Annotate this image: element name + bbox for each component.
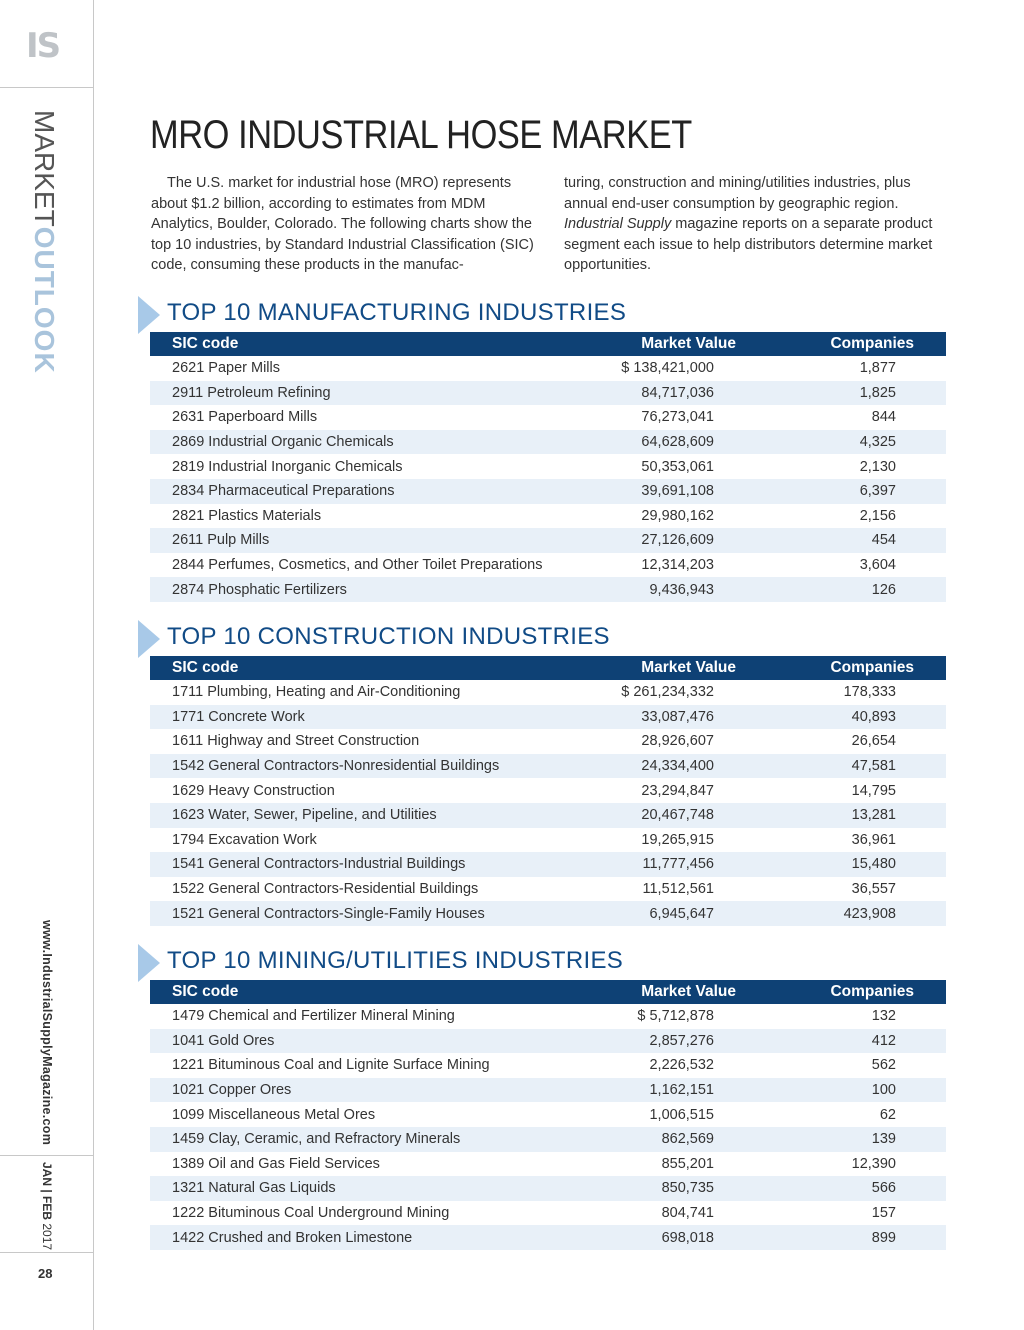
market-value-cell: 24,334,400 [641, 758, 714, 775]
market-value-cell: 11,777,456 [642, 856, 714, 873]
market-value-cell: 27,126,609 [641, 532, 714, 549]
industry-cell: 2834 Pharmaceutical Preparations [172, 483, 395, 500]
industry-cell: 2869 Industrial Organic Chemicals [172, 434, 394, 451]
industry-cell: 1794 Excavation Work [172, 831, 317, 848]
market-value-cell: 19,265,915 [641, 831, 714, 848]
intro-text-b: magazine reports on a separate product segment each issue to help distributors determine market opportunities. [564, 216, 933, 273]
table-row [150, 1225, 946, 1250]
market-value-cell: 12,314,203 [641, 557, 714, 574]
industry-cell: 1771 Concrete Work [172, 708, 305, 725]
table-row [150, 1102, 946, 1127]
companies-cell: 844 [871, 409, 896, 426]
table-row [150, 1004, 946, 1029]
section-header [138, 944, 948, 984]
table-row [150, 828, 946, 853]
magazine-name: Industrial Supply [564, 216, 672, 232]
companies-cell: 62 [879, 1106, 896, 1123]
section-label [28, 110, 60, 374]
section-title: TOP 10 MANUFACTURING INDUSTRIES [167, 299, 627, 326]
industry-cell: 1221 Bituminous Coal and Lignite Surface Mining [172, 1057, 490, 1074]
industry-cell: 2611 Pulp Mills [172, 532, 270, 549]
market-value-cell: 50,353,061 [641, 458, 714, 475]
table-row [150, 356, 946, 381]
companies-cell: 2,130 [859, 458, 896, 475]
market-value-cell: 84,717,036 [641, 384, 714, 401]
market-value-cell: 29,980,162 [641, 507, 714, 524]
table-row [150, 705, 946, 730]
market-value-cell: 6,945,647 [649, 905, 714, 922]
table-row [150, 729, 946, 754]
market-value-cell: 1,162,151 [649, 1082, 714, 1099]
companies-cell: 47,581 [851, 758, 896, 775]
companies-cell: 4,325 [859, 434, 896, 451]
arrow-icon [138, 296, 160, 334]
industry-cell: 1521 General Contractors-Single-Family Houses [172, 905, 485, 922]
companies-cell: 412 [871, 1032, 896, 1049]
issue-year: 2017 [40, 1223, 54, 1251]
table-row [150, 1176, 946, 1201]
article-title: MRO INDUSTRIAL HOSE MARKET [150, 113, 692, 157]
arrow-icon [138, 620, 160, 658]
intro-column-2 [564, 173, 954, 276]
industry-section [138, 620, 948, 926]
industry-section [138, 944, 948, 1250]
industry-cell: 1623 Water, Sewer, Pipeline, and Utilities [172, 807, 437, 824]
industry-cell: 1711 Plumbing, Heating and Air-Conditioning [172, 684, 461, 701]
table-row [150, 877, 946, 902]
market-value-cell: 11,512,561 [642, 881, 714, 898]
industry-cell: 1422 Crushed and Broken Limestone [172, 1229, 413, 1246]
intro-text-a: turing, construction and mining/utilities industries, plus annual end-user consumption by geographic region. [564, 175, 911, 212]
market-value-cell: 76,273,041 [641, 409, 714, 426]
market-value-cell: $ 138,421,000 [621, 360, 714, 377]
companies-cell: 13,281 [851, 807, 896, 824]
sic-code-header: SIC code [172, 659, 239, 676]
companies-cell: 100 [871, 1082, 896, 1099]
rail-divider [0, 87, 93, 88]
table-row [150, 1029, 946, 1054]
rail-divider [0, 1252, 93, 1253]
section-title: TOP 10 MINING/UTILITIES INDUSTRIES [167, 947, 624, 974]
market-value-cell: 9,436,943 [649, 581, 714, 598]
companies-cell: 423,908 [843, 905, 896, 922]
table-row [150, 405, 946, 430]
companies-cell: 40,893 [851, 708, 896, 725]
table-row [150, 504, 946, 529]
companies-header: Companies [830, 659, 914, 676]
companies-cell: 36,961 [851, 831, 896, 848]
companies-cell: 454 [871, 532, 896, 549]
industry-cell: 1321 Natural Gas Liquids [172, 1180, 336, 1197]
companies-cell: 562 [871, 1057, 896, 1074]
companies-cell: 14,795 [851, 782, 896, 799]
table-row [150, 454, 946, 479]
companies-cell: 126 [871, 581, 896, 598]
market-value-cell: 855,201 [661, 1155, 714, 1172]
industry-cell: 1099 Miscellaneous Metal Ores [172, 1106, 376, 1123]
left-rail [0, 0, 94, 1330]
table-row [150, 754, 946, 779]
market-value-cell: 804,741 [661, 1205, 714, 1222]
market-value-cell: $ 5,712,878 [637, 1008, 714, 1025]
market-value-cell: 698,018 [661, 1229, 714, 1246]
table-row [150, 528, 946, 553]
companies-header: Companies [830, 983, 914, 1000]
market-value-header: Market Value [641, 659, 736, 676]
table-row [150, 577, 946, 602]
industry-cell: 1459 Clay, Ceramic, and Refractory Minerals [172, 1131, 461, 1148]
table-row [150, 1127, 946, 1152]
industry-table [150, 656, 946, 926]
companies-cell: 566 [871, 1180, 896, 1197]
industry-cell: 2821 Plastics Materials [172, 507, 322, 524]
section-title: TOP 10 CONSTRUCTION INDUSTRIES [167, 623, 610, 650]
market-value-cell: 1,006,515 [649, 1106, 714, 1123]
industry-cell: 2621 Paper Mills [172, 360, 280, 377]
industry-table [150, 980, 946, 1250]
section-label-light: MARKET [29, 110, 60, 227]
industry-section [138, 296, 948, 602]
industry-cell: 1541 General Contractors-Industrial Buildings [172, 856, 466, 873]
industry-cell: 1222 Bituminous Coal Underground Mining [172, 1205, 450, 1222]
table-row [150, 1201, 946, 1226]
intro-column-1: The U.S. market for industrial hose (MRO) represents about $1.2 billion, according to estimates from MDM Analytics, Boulder, Colorado. The following charts show the top 10 industries, by Standard Industrial Classification (SIC) code, consuming these products in the manufac- [151, 175, 534, 273]
companies-cell: 178,333 [843, 684, 896, 701]
table-row [150, 680, 946, 705]
table-row [150, 1152, 946, 1177]
website-url: www.IndustrialSupplyMagazine.com [40, 920, 54, 1146]
companies-cell: 1,877 [859, 360, 896, 377]
industry-cell: 1522 General Contractors-Residential Buildings [172, 881, 479, 898]
market-value-cell: 39,691,108 [641, 483, 714, 500]
industry-cell: 2874 Phosphatic Fertilizers [172, 581, 347, 598]
industry-cell: 1611 Highway and Street Construction [172, 733, 420, 750]
companies-cell: 132 [871, 1008, 896, 1025]
market-value-cell: 2,857,276 [649, 1032, 714, 1049]
section-header [138, 296, 948, 336]
market-value-cell: 850,735 [661, 1180, 714, 1197]
table-row [150, 778, 946, 803]
companies-cell: 15,480 [851, 856, 896, 873]
market-value-header: Market Value [641, 335, 736, 352]
table-row [150, 430, 946, 455]
industry-cell: 1389 Oil and Gas Field Services [172, 1155, 380, 1172]
arrow-icon [138, 944, 160, 982]
table-row [150, 553, 946, 578]
table-row [150, 381, 946, 406]
market-value-cell: 33,087,476 [641, 708, 714, 725]
companies-cell: 1,825 [859, 384, 896, 401]
market-value-cell: 862,569 [661, 1131, 714, 1148]
issue-date [40, 1162, 54, 1250]
issue-months: JAN | FEB [40, 1162, 54, 1221]
industry-cell: 2631 Paperboard Mills [172, 409, 318, 426]
sic-code-header: SIC code [172, 335, 239, 352]
companies-cell: 2,156 [859, 507, 896, 524]
page-number: 28 [38, 1266, 53, 1281]
section-header [138, 620, 948, 660]
table-row [150, 1078, 946, 1103]
industry-cell: 2819 Industrial Inorganic Chemicals [172, 458, 403, 475]
magazine-logo: IS [26, 26, 60, 66]
industry-cell: 1021 Copper Ores [172, 1082, 292, 1099]
industry-cell: 2844 Perfumes, Cosmetics, and Other Toilet Preparations [172, 557, 543, 574]
table-row [150, 803, 946, 828]
market-value-cell: 20,467,748 [641, 807, 714, 824]
market-value-cell: 28,926,607 [641, 733, 714, 750]
companies-cell: 3,604 [859, 557, 896, 574]
industry-cell: 1041 Gold Ores [172, 1032, 275, 1049]
market-value-header: Market Value [641, 983, 736, 1000]
market-value-cell: $ 261,234,332 [621, 684, 714, 701]
market-value-cell: 2,226,532 [649, 1057, 714, 1074]
industry-table [150, 332, 946, 602]
table-row [150, 1053, 946, 1078]
companies-cell: 12,390 [851, 1155, 896, 1172]
market-value-cell: 64,628,609 [641, 434, 714, 451]
industry-cell: 1542 General Contractors-Nonresidential Buildings [172, 758, 500, 775]
companies-cell: 26,654 [851, 733, 896, 750]
companies-cell: 6,397 [859, 483, 896, 500]
section-label-bold: OUTLOOK [29, 226, 60, 374]
sic-code-header: SIC code [172, 983, 239, 1000]
companies-cell: 36,557 [851, 881, 896, 898]
companies-cell: 157 [871, 1205, 896, 1222]
companies-cell: 139 [871, 1131, 896, 1148]
table-row [150, 479, 946, 504]
table-row [150, 901, 946, 926]
companies-header: Companies [830, 335, 914, 352]
industry-cell: 2911 Petroleum Refining [172, 384, 331, 401]
table-row [150, 852, 946, 877]
industry-cell: 1629 Heavy Construction [172, 782, 335, 799]
market-value-cell: 23,294,847 [641, 782, 714, 799]
companies-cell: 899 [871, 1229, 896, 1246]
industry-cell: 1479 Chemical and Fertilizer Mineral Mining [172, 1008, 455, 1025]
rail-divider [0, 1155, 93, 1156]
